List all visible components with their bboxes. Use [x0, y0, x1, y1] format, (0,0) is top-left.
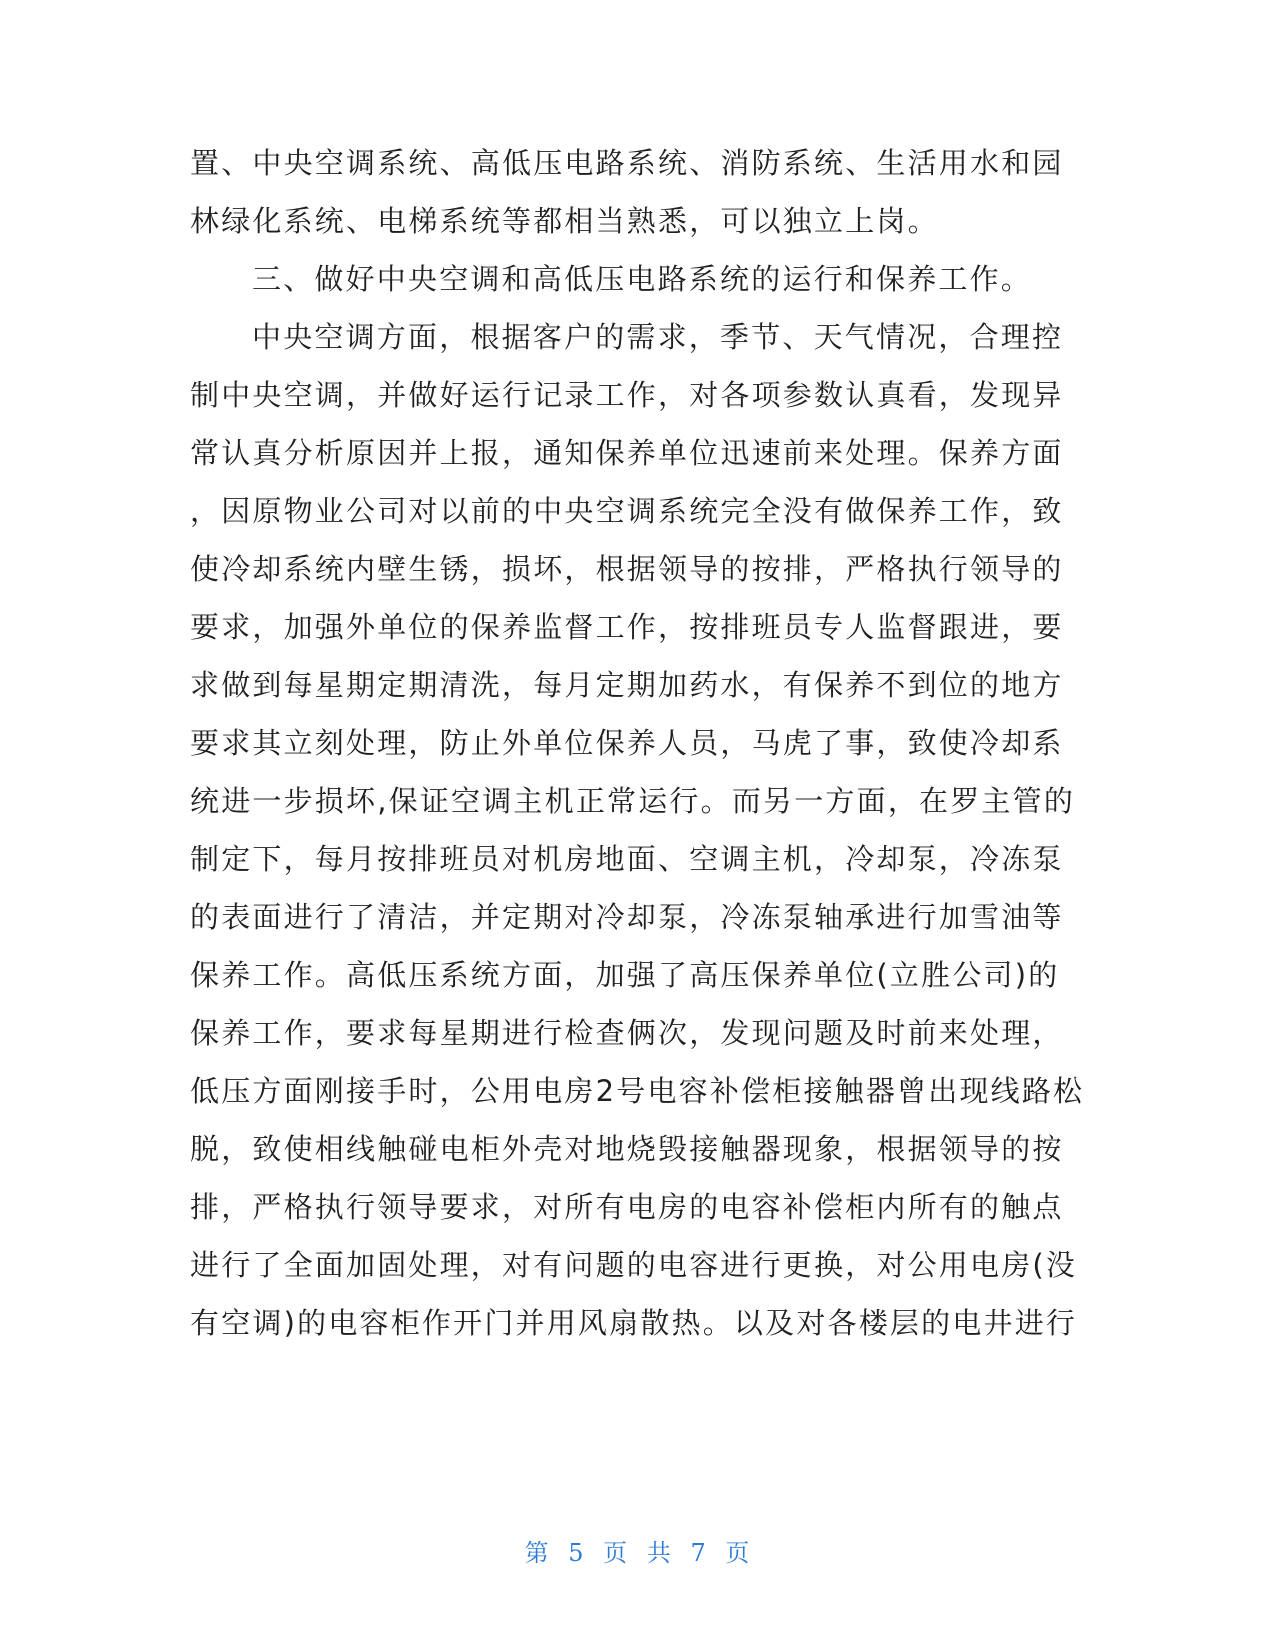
text-line: 统进一步损坏,保证空调主机正常运行。而另一方面，在罗主管的 — [190, 784, 1076, 818]
text-line: 使冷却系统内壁生锈，损坏，根据领导的按排，严格执行领导的 — [190, 552, 1064, 586]
footer-page-prefix: 第 — [524, 1539, 550, 1567]
page-footer — [0, 1533, 1275, 1568]
text-line: 常认真分析原因并上报，通知保养单位迅速前来处理。保养方面 — [190, 436, 1064, 470]
current-page-number: 5 — [568, 1539, 585, 1567]
text-line: 保养工作，要求每星期进行检查俩次，发现问题及时前来处理， — [190, 1016, 1064, 1050]
text-line: 制中央空调，并做好运行记录工作，对各项参数认真看，发现异 — [190, 378, 1064, 412]
text-line: 要求，加强外单位的保养监督工作，按排班员专人监督跟进，要 — [190, 610, 1064, 644]
text-line: 要求其立刻处理，防止外单位保养人员，马虎了事，致使冷却系 — [190, 726, 1064, 760]
text-line: 求做到每星期定期清洗，每月定期加药水，有保养不到位的地方 — [190, 668, 1064, 702]
text-line: 有空调)的电容柜作开门并用风扇散热。以及对各楼层的电井进行 — [190, 1306, 1078, 1340]
footer-page-mid: 页 — [603, 1539, 629, 1567]
text-line: ，因原物业公司对以前的中央空调系统完全没有做保养工作，致 — [190, 494, 1064, 528]
text-line: 排，严格执行领导要求，对所有电房的电容补偿柜内所有的触点 — [190, 1190, 1064, 1224]
text-line: 低压方面刚接手时，公用电房2号电容补偿柜接触器曾出现线路松 — [190, 1074, 1085, 1108]
text-line: 中央空调方面，根据客户的需求，季节、天气情况，合理控 — [252, 320, 1064, 354]
total-page-number: 7 — [690, 1539, 707, 1567]
text-line: 的表面进行了清洁，并定期对冷却泵，冷冻泵轴承进行加雪油等 — [190, 900, 1064, 934]
footer-page-suffix: 页 — [725, 1539, 751, 1567]
text-line: 进行了全面加固处理，对有问题的电容进行更换，对公用电房(没 — [190, 1248, 1078, 1282]
text-line: 制定下，每月按排班员对机房地面、空调主机，冷却泵，冷冻泵 — [190, 842, 1064, 876]
text-line: 保养工作。高低压系统方面，加强了高压保养单位(立胜公司)的 — [190, 958, 1060, 992]
footer-total-prefix: 共 — [646, 1539, 672, 1567]
text-line: 脱，致使相线触碰电柜外壳对地烧毁接触器现象，根据领导的按 — [190, 1132, 1064, 1166]
section-heading: 三、做好中央空调和高低压电路系统的运行和保养工作。 — [252, 262, 1033, 296]
text-line: 置、中央空调系统、高低压电路系统、消防系统、生活用水和园 — [190, 146, 1064, 180]
text-line: 林绿化系统、电梯系统等都相当熟悉，可以独立上岗。 — [190, 204, 939, 238]
